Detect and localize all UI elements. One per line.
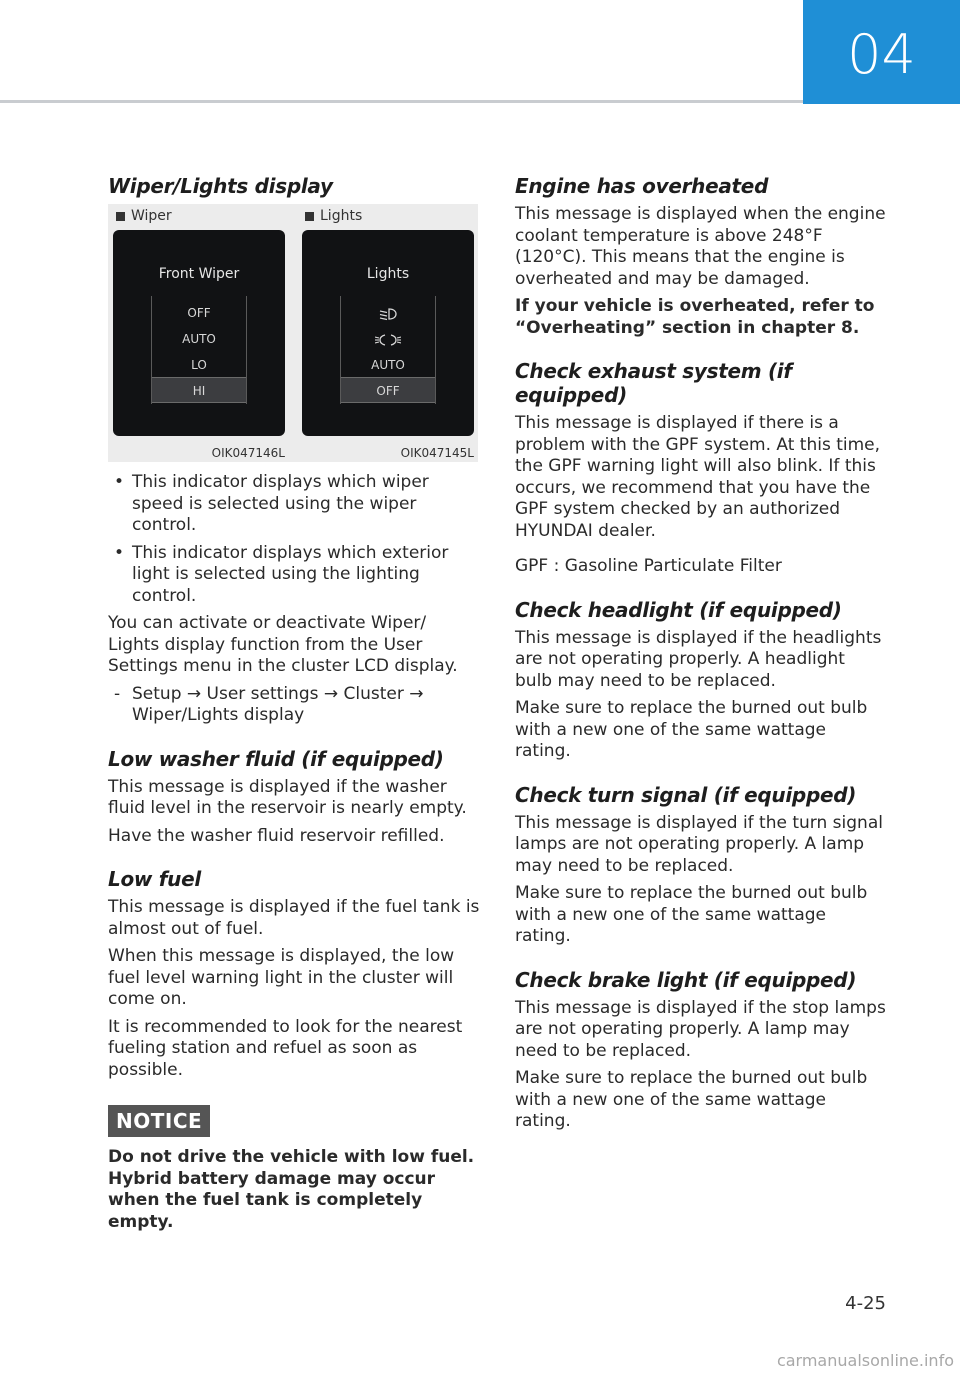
wiper-panel-label xyxy=(116,208,172,224)
paragraph: It is recommended to look for the nearest fueling station and refuel as soon as possible. xyxy=(108,1016,463,1080)
paragraph: This message is displayed if there is a problem with the GPF system. At this time, the GPF warning light will also blink. If this occurs, we recommend that you have the GPF system checked by an authorized HYUNDAI dealer. xyxy=(515,413,881,541)
section-heading-wiper-lights: Wiper/Lights display xyxy=(108,174,333,198)
wiper-lights-paragraph: You can activate or deactivate Wiper/ Lights display function from the User Settings menu in the cluster LCD display. xyxy=(108,613,458,676)
figure-code: OIK047146L xyxy=(211,446,285,460)
wiper-option-lo: LO xyxy=(191,358,207,372)
section-heading-low-fuel: Low fuel xyxy=(108,867,201,891)
wiper-option-list xyxy=(151,296,247,404)
wiper-option-auto: AUTO xyxy=(182,332,216,346)
paragraph: This message is displayed if the turn signal lamps are not operating properly. A lamp may need to be replaced. xyxy=(515,812,883,876)
section-heading-turn-signal: Check turn signal (if equipped) xyxy=(515,782,857,807)
notice-text: Do not drive the vehicle with low fuel. Hybrid battery damage may occur when the fuel tank is completely empty. xyxy=(108,1147,475,1232)
lights-panel xyxy=(300,204,482,462)
wiper-lights-figure xyxy=(108,204,478,462)
notice-badge: NOTICE xyxy=(108,1105,210,1137)
wiper-label-text: Wiper xyxy=(131,208,172,224)
lights-option-auto: AUTO xyxy=(371,358,405,372)
left-column xyxy=(108,174,482,1239)
lights-panel-label xyxy=(305,208,362,224)
headlight-low-icon xyxy=(341,300,435,326)
lights-option-off: OFF xyxy=(341,377,435,403)
lights-label-text: Lights xyxy=(320,208,363,224)
paragraph: This message is displayed if the washer fluid level in the reservoir is nearly empty. xyxy=(108,776,467,818)
position-lamp-icon xyxy=(341,326,435,352)
paragraph: This message is displayed if the stop lamps are not operating properly. A lamp may need to be replaced. xyxy=(515,997,886,1061)
paragraph: Make sure to replace the burned out bulb with a new one of the same wattage rating. xyxy=(515,698,868,761)
lights-cluster-screen xyxy=(302,230,474,436)
wiper-option-hi: HI xyxy=(152,377,246,403)
square-bullet-icon xyxy=(116,212,125,221)
section-heading-headlight: Check headlight (if equipped) xyxy=(515,597,842,622)
paragraph: This message is displayed if the headlights are not operating properly. A headlight bulb may need to be replaced. xyxy=(515,627,882,691)
bullet-item: • This indicator displays which exterior light is selected using the lighting control. xyxy=(108,543,482,608)
paragraph-bold: If your vehicle is overheated, refer to “Overheating” section in chapter 8. xyxy=(515,296,875,338)
wiper-option-off: OFF xyxy=(187,306,211,320)
figure-code: OIK047145L xyxy=(400,446,474,460)
settings-path: - Setup → User settings → Cluster → Wiper/Lights display xyxy=(108,684,482,727)
section-heading-overheated: Engine has overheated xyxy=(515,174,769,198)
paragraph: This message is displayed when the engine coolant temperature is above 248°F (120°C). This means that the engine is overheated and may be damaged. xyxy=(515,204,886,289)
paragraph: Make sure to replace the burned out bulb with a new one of the same wattage rating. xyxy=(515,1068,868,1131)
chapter-tab: 04 xyxy=(803,0,960,104)
wiper-cluster-screen xyxy=(113,230,285,436)
lights-screen-title: Lights xyxy=(366,266,410,282)
paragraph: Make sure to replace the burned out bulb with a new one of the same wattage rating. xyxy=(515,883,868,946)
header-rule xyxy=(0,100,803,103)
square-bullet-icon xyxy=(305,212,314,221)
paragraph: Have the washer fluid reservoir refilled. xyxy=(108,825,445,846)
section-heading-exhaust: Check exhaust system (if equipped) xyxy=(515,359,792,407)
section-heading-brake-light: Check brake light (if equipped) xyxy=(515,967,857,992)
section-heading-low-washer: Low washer fluid (if equipped) xyxy=(108,746,444,771)
bullet-item: • This indicator displays which wiper speed is selected using the wiper control. xyxy=(108,472,482,537)
wiper-screen-title: Front Wiper xyxy=(158,266,240,282)
wiper-lights-bullets xyxy=(108,472,482,607)
paragraph: GPF : Gasoline Particulate Filter xyxy=(515,556,782,576)
page-number: 4-25 xyxy=(845,1293,886,1314)
wiper-panel xyxy=(111,204,293,462)
paragraph: This message is displayed if the fuel tank is almost out of fuel. xyxy=(108,897,480,939)
paragraph: When this message is displayed, the low fuel level warning light in the cluster will come on. xyxy=(108,946,455,1009)
right-column xyxy=(515,174,887,1139)
watermark: carmanualsonline.info xyxy=(776,1351,954,1370)
lights-option-list xyxy=(340,296,436,404)
